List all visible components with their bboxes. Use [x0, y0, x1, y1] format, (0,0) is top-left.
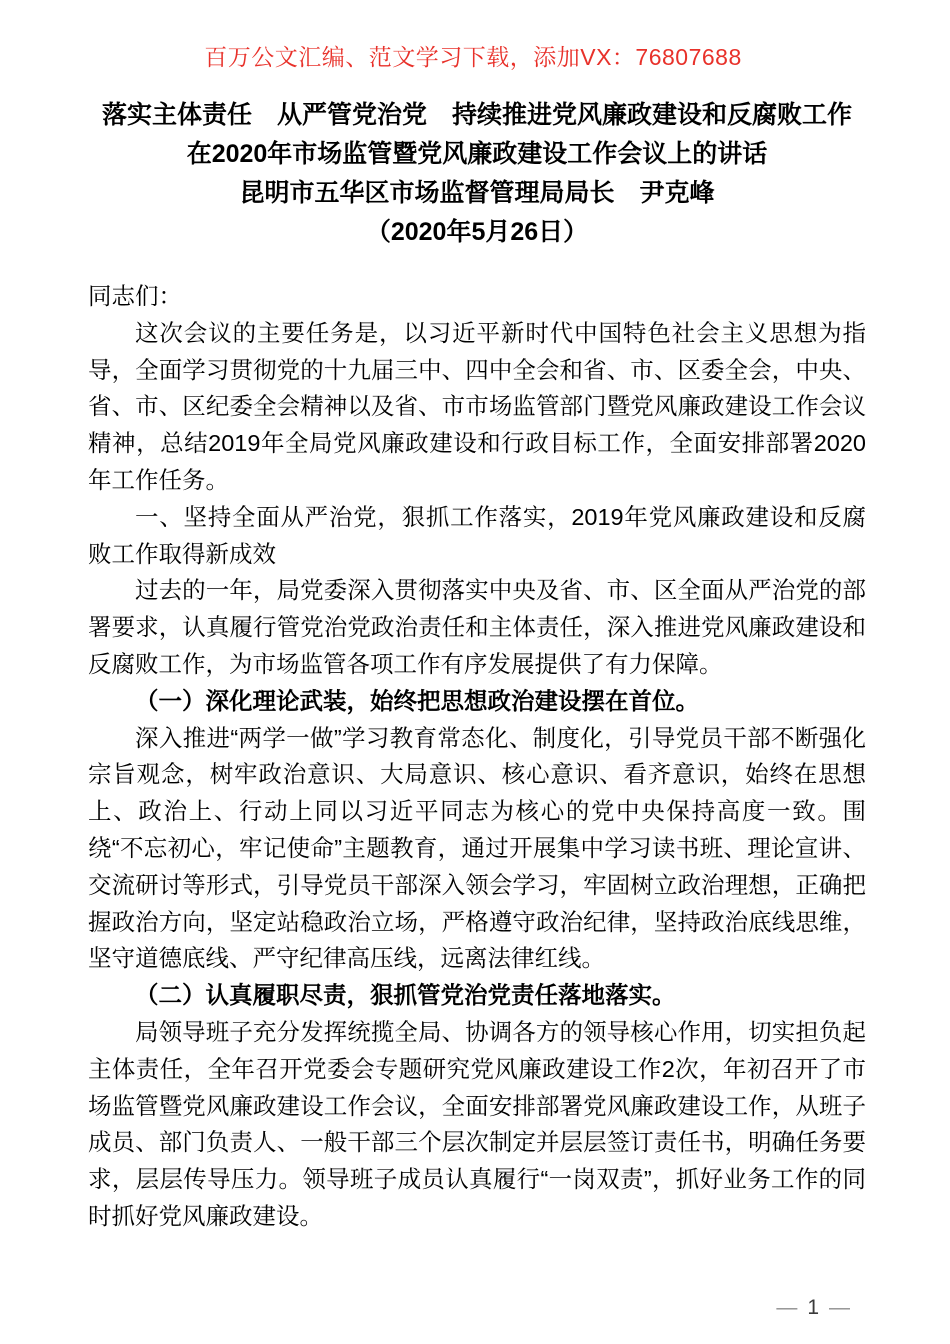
document-title: [88, 96, 866, 252]
title-line-date: （2020年5月26日）: [365, 218, 589, 246]
paragraph-theory: 深入推进“两学一做”学习教育常态化、制度化，引导党员干部不断强化宗旨观念，树牢政治意识、大局意识、核心意识、看齐意识，始终在思想上、政治上、行动上同以习近平同志为核心的党中央保持高度一致。围绕“不忘初心，牢记使命”主题教育，通过开展集中学习读书班、理论宣讲、交流研讨等形式，引导党员干部深入领会学习，牢固树立政治理想，正确把握政治方向，坚定站稳政治立场，严格遵守政治纪律，坚持政治底线思维，坚守道德底线、严守纪律高压线，远离法律红线。: [88, 724, 866, 972]
title-line-subtitle: 在2020年市场监管暨党风廉政建设工作会议上的讲话: [186, 140, 768, 168]
page-number-dash-left: —: [776, 1296, 798, 1319]
document-body: [88, 278, 866, 1235]
paragraph-intro: 这次会议的主要任务是，以习近平新时代中国特色社会主义思想为指导，全面学习贯彻党的十九届三中、四中全会和省、市、区委全会，中央、省、市、区纪委全会精神以及省、市市场监管部门暨党风廉政建设工作会议精神，总结2019年全局党风廉政建设和行政目标工作，全面安排部署2020年工作任务。: [88, 319, 866, 493]
sub-heading-1: （一）深化理论武装，始终把思想政治建设摆在首位。: [135, 687, 699, 714]
paragraph-responsibility: 局领导班子充分发挥统揽全局、协调各方的领导核心作用，切实担负起主体责任，全年召开党委会专题研究党风廉政建设工作2次，年初召开了市场监管暨党风廉政建设工作会议，全面安排部署党风廉政建设工作，从班子成员、部门负责人、一般干部三个层次制定并层层签订责任书，明确任务要求，层层传导压力。领导班子成员认真履行“一岗双责”，抓好业务工作的同时抓好党风廉政建设。: [88, 1018, 866, 1229]
page-number-value: 1: [807, 1296, 819, 1319]
paragraph-review: 过去的一年，局党委深入贯彻落实中央及省、市、区全面从严治党的部署要求，认真履行管党治党政治责任和主体责任，深入推进党风廉政建设和反腐败工作，为市场监管各项工作有序发展提供了有力保障。: [88, 577, 866, 677]
sub-heading-2: （二）认真履职尽责，狠抓管党治党责任落地落实。: [135, 982, 676, 1009]
page-number: [776, 1297, 850, 1319]
title-line-main: 落实主体责任 从严管党治党 持续推进党风廉政建设和反腐败工作: [101, 101, 852, 129]
section-heading-1: 一、坚持全面从严治党，狠抓工作落实，2019年党风廉政建设和反腐败工作取得新成效: [88, 503, 866, 567]
promo-notice: 百万公文汇编、范文学习下载，添加VX：76807688: [204, 44, 742, 70]
page-number-dash-right: —: [829, 1296, 850, 1319]
salutation: 同志们：: [88, 283, 182, 309]
title-line-author: 昆明市五华区市场监督管理局局长 尹克峰: [239, 179, 715, 207]
